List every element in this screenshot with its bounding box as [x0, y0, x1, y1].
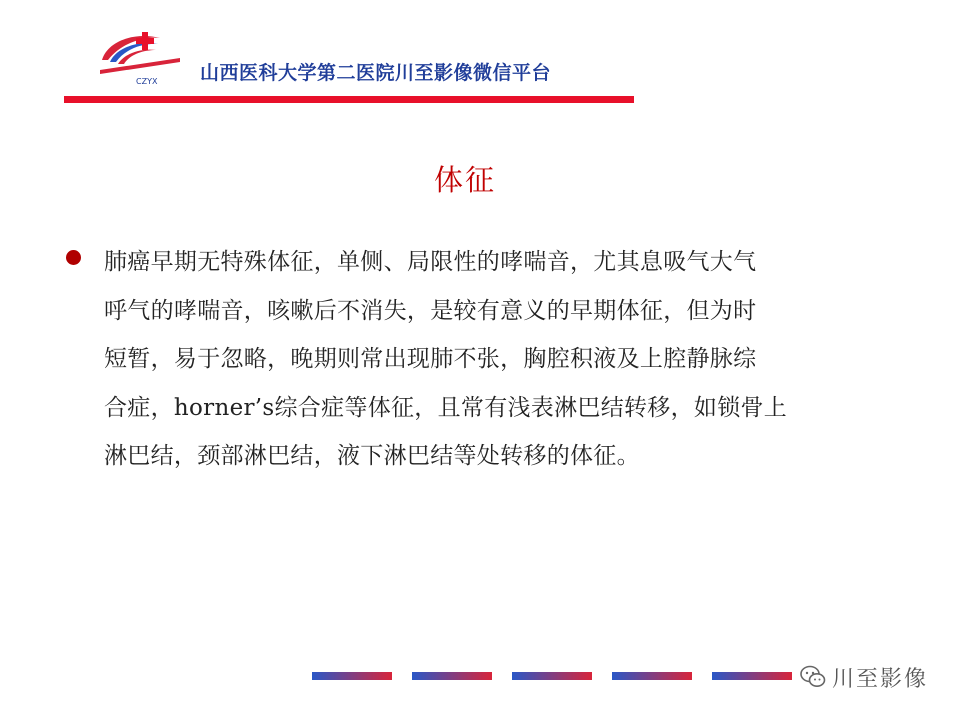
- footer-bar: [712, 672, 792, 680]
- paragraph-line: 淋巴结，颈部淋巴结，液下淋巴结等处转移的体征。: [104, 443, 640, 469]
- footer-bar: [312, 672, 392, 680]
- bullet-icon: [66, 250, 81, 265]
- paragraph-line: 呼气的哮喘音，咳嗽后不消失，是较有意义的早期体征，但为时: [104, 297, 757, 324]
- bullet-paragraph: [104, 238, 874, 481]
- header-title: 山西医科大学第二医院川至影像微信平台: [200, 62, 552, 84]
- paragraph-line: 短暂，易于忽略，晚期则常出现肺不张，胸腔积液及上腔静脉综: [104, 346, 757, 372]
- header-divider: [64, 96, 634, 103]
- wechat-watermark: [800, 662, 928, 692]
- logo-text: CZYX: [136, 77, 158, 86]
- footer-bar: [412, 672, 492, 680]
- watermark-label: 川至影像: [832, 666, 929, 692]
- footer-decoration: [312, 672, 792, 680]
- wechat-icon: [800, 665, 826, 689]
- paragraph-line: 合症，horner’s综合症等体征，且常有浅表淋巴结转移，如锁骨上: [104, 394, 788, 421]
- slide-title: 体征: [433, 163, 496, 197]
- footer-bar: [612, 672, 692, 680]
- paragraph-line: 肺癌早期无特殊体征，单侧、局限性的哮喘音，尤其息吸气大气: [104, 249, 757, 275]
- hospital-logo: [98, 26, 182, 88]
- footer-bar: [512, 672, 592, 680]
